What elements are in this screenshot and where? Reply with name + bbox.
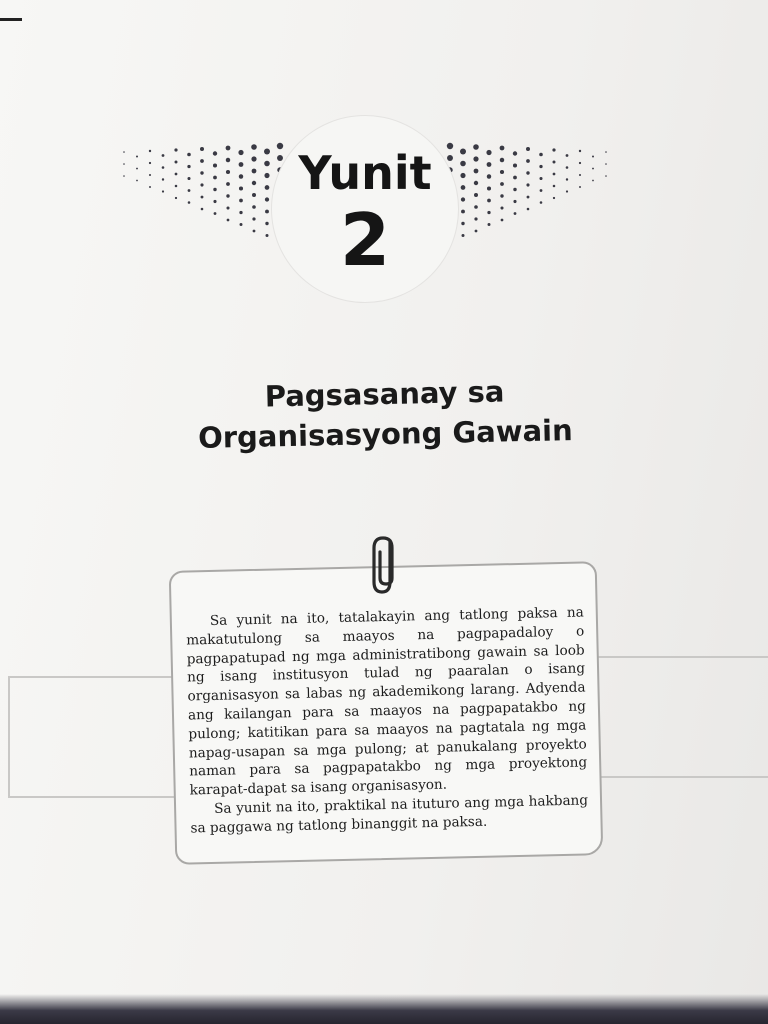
paperclip-icon (364, 534, 404, 598)
page-edge-mark (0, 18, 22, 21)
page-title (149, 369, 621, 459)
intro-paragraph: Sa yunit na ito, tatalakayin ang tatlong paksa na makatutulong sa maayos na pagpapadaloy o pagpapatupad ng mga administratibong gawain sa loob ng isang institusyon tulad ng paaralan o isang organisasyon sa labas ng akademikong larang. Adyenda ang kailangan para sa maayos na pagpapatakbo ng pulong; katitikan para sa maayos na pagtatala ng mga napag-usapan sa mga pulong; at panukalang proyekto naman para sa pagpapatakbo ng mga proyektong karapat-dapat sa isang organisasyon. (186, 604, 588, 799)
intro-card (169, 561, 604, 865)
background-frame (8, 676, 180, 798)
intro-paragraph: Sa yunit na ito, praktikal na ituturo ang mga hakbang sa paggawa ng tatlong binanggit na paksa. (190, 792, 589, 837)
page-title-line2: Organisasyong Gawain (197, 413, 574, 455)
page-title-line1: Pagsasanay sa (264, 374, 505, 414)
unit-number: 2 (339, 198, 391, 282)
background-rule (598, 776, 768, 778)
background-rule (598, 656, 768, 658)
intro-text (186, 603, 589, 838)
unit-label: Yunit (298, 146, 432, 200)
page-bottom-edge (0, 994, 768, 1024)
unit-emblem (120, 110, 610, 300)
